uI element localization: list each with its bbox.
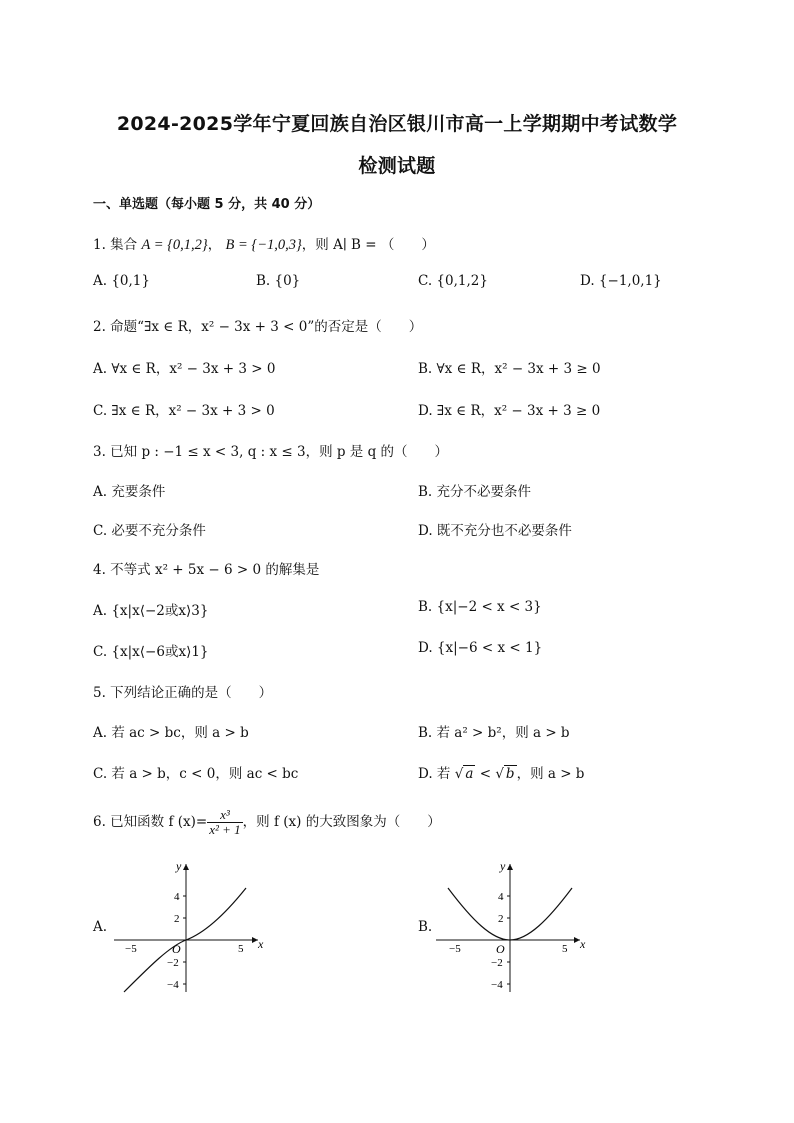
q6-stem-prefix: 6. 已知函数 f (x)= bbox=[93, 814, 208, 830]
q2-option-c[interactable]: C. ∃x ∈ R，x² − 3x + 3 > 0 bbox=[93, 403, 275, 419]
ytick-4: 4 bbox=[498, 891, 504, 903]
q1-sep: ， bbox=[207, 237, 222, 253]
q6-graph-a[interactable] bbox=[110, 858, 270, 998]
question-4: 4. 不等式 x² + 5x − 6 > 0 的解集是 bbox=[93, 562, 320, 578]
question-5: 5. 下列结论正确的是（ ） bbox=[93, 685, 273, 701]
q5-option-a[interactable]: A. 若 ac > bc，则 a > b bbox=[93, 725, 249, 741]
q2-option-a[interactable]: A. ∀x ∈ R，x² − 3x + 3 > 0 bbox=[93, 361, 276, 377]
q6-option-b-label[interactable]: B. bbox=[418, 919, 433, 935]
q2-option-b[interactable]: B. ∀x ∈ R，x² − 3x + 3 ≥ 0 bbox=[418, 361, 601, 377]
sqrt-b: √ b bbox=[495, 766, 515, 782]
ytick-neg4: −4 bbox=[167, 979, 179, 991]
q1-set-a: A = {0,1,2} bbox=[141, 237, 208, 253]
x-axis-label: x bbox=[258, 937, 264, 951]
q4-option-c[interactable]: C. {x|x⟨−6或x⟩1} bbox=[93, 644, 209, 660]
q3-option-d[interactable]: D. 既不充分也不必要条件 bbox=[418, 523, 572, 539]
ytick-2: 2 bbox=[498, 913, 504, 925]
x-axis-label: x bbox=[580, 937, 586, 951]
q6-option-a-label[interactable]: A. bbox=[93, 919, 108, 935]
q6-fraction bbox=[207, 808, 242, 837]
q4-option-b[interactable]: B. {x|−2 < x < 3} bbox=[418, 599, 542, 615]
q1-option-d[interactable]: D. {−1,0,1} bbox=[580, 273, 662, 289]
q5-d-lt: < bbox=[475, 766, 496, 782]
xtick-neg5: −5 bbox=[125, 943, 137, 955]
ytick-4: 4 bbox=[174, 891, 180, 903]
q5-option-b[interactable]: B. 若 a² > b²，则 a > b bbox=[418, 725, 570, 741]
q1-option-a[interactable]: A. {0,1} bbox=[93, 273, 150, 289]
section-heading: 一、单选题（每小题 5 分，共 40 分） bbox=[93, 197, 321, 212]
q1-stem-suffix: ，则 A∣ B = （ ） bbox=[301, 237, 435, 253]
xtick-neg5: −5 bbox=[449, 943, 461, 955]
question-6 bbox=[93, 808, 441, 837]
xtick-5: 5 bbox=[562, 943, 568, 955]
q4-option-d[interactable]: D. {x|−6 < x < 1} bbox=[418, 640, 543, 656]
q5-d-prefix: D. 若 bbox=[418, 766, 451, 782]
q2-option-d[interactable]: D. ∃x ∈ R，x² − 3x + 3 ≥ 0 bbox=[418, 403, 601, 419]
y-axis-label: y bbox=[176, 859, 182, 873]
paper-title: 2024-2025学年宁夏回族自治区银川市高一上学期期中考试数学 bbox=[116, 113, 678, 135]
q4-option-a[interactable]: A. {x|x⟨−2或x⟩3} bbox=[93, 603, 209, 619]
ytick-neg2: −2 bbox=[491, 957, 503, 969]
y-axis-label: y bbox=[500, 859, 506, 873]
origin-label: O bbox=[496, 942, 505, 956]
q6-fraction-den: x² + 1 bbox=[209, 822, 241, 837]
q5-d-suffix: ，则 a > b bbox=[516, 766, 585, 782]
q3-option-a[interactable]: A. 充要条件 bbox=[93, 484, 166, 500]
ytick-2: 2 bbox=[174, 913, 180, 925]
q6-stem-suffix: ，则 f (x) 的大致图象为（ ） bbox=[242, 814, 441, 830]
sqrt-a: √ a bbox=[454, 766, 474, 782]
q5-option-c[interactable]: C. 若 a > b，c < 0，则 ac < bc bbox=[93, 766, 299, 782]
q1-option-b[interactable]: B. {0} bbox=[256, 273, 301, 289]
q1-set-b: B = {−1,0,3} bbox=[225, 237, 302, 253]
q1-option-c[interactable]: C. {0,1,2} bbox=[418, 273, 488, 289]
q6-graph-b[interactable] bbox=[432, 858, 592, 998]
question-1 bbox=[93, 233, 435, 254]
q1-stem-prefix: 1. 集合 bbox=[93, 237, 138, 253]
question-2: 2. 命题“∃x ∈ R，x² − 3x + 3 < 0”的否定是（ ） bbox=[93, 319, 423, 335]
ytick-neg2: −2 bbox=[167, 957, 179, 969]
q5-option-d[interactable] bbox=[418, 762, 584, 782]
question-3: 3. 已知 p : −1 ≤ x < 3, q : x ≤ 3，则 p 是 q 的（ ） bbox=[93, 444, 449, 460]
q3-option-b[interactable]: B. 充分不必要条件 bbox=[418, 484, 532, 500]
q6-fraction-num: x³ bbox=[207, 808, 242, 823]
xtick-5: 5 bbox=[238, 943, 244, 955]
ytick-neg4: −4 bbox=[491, 979, 503, 991]
origin-label: O bbox=[172, 942, 181, 956]
paper-subtitle: 检测试题 bbox=[358, 155, 436, 177]
q3-option-c[interactable]: C. 必要不充分条件 bbox=[93, 523, 206, 539]
